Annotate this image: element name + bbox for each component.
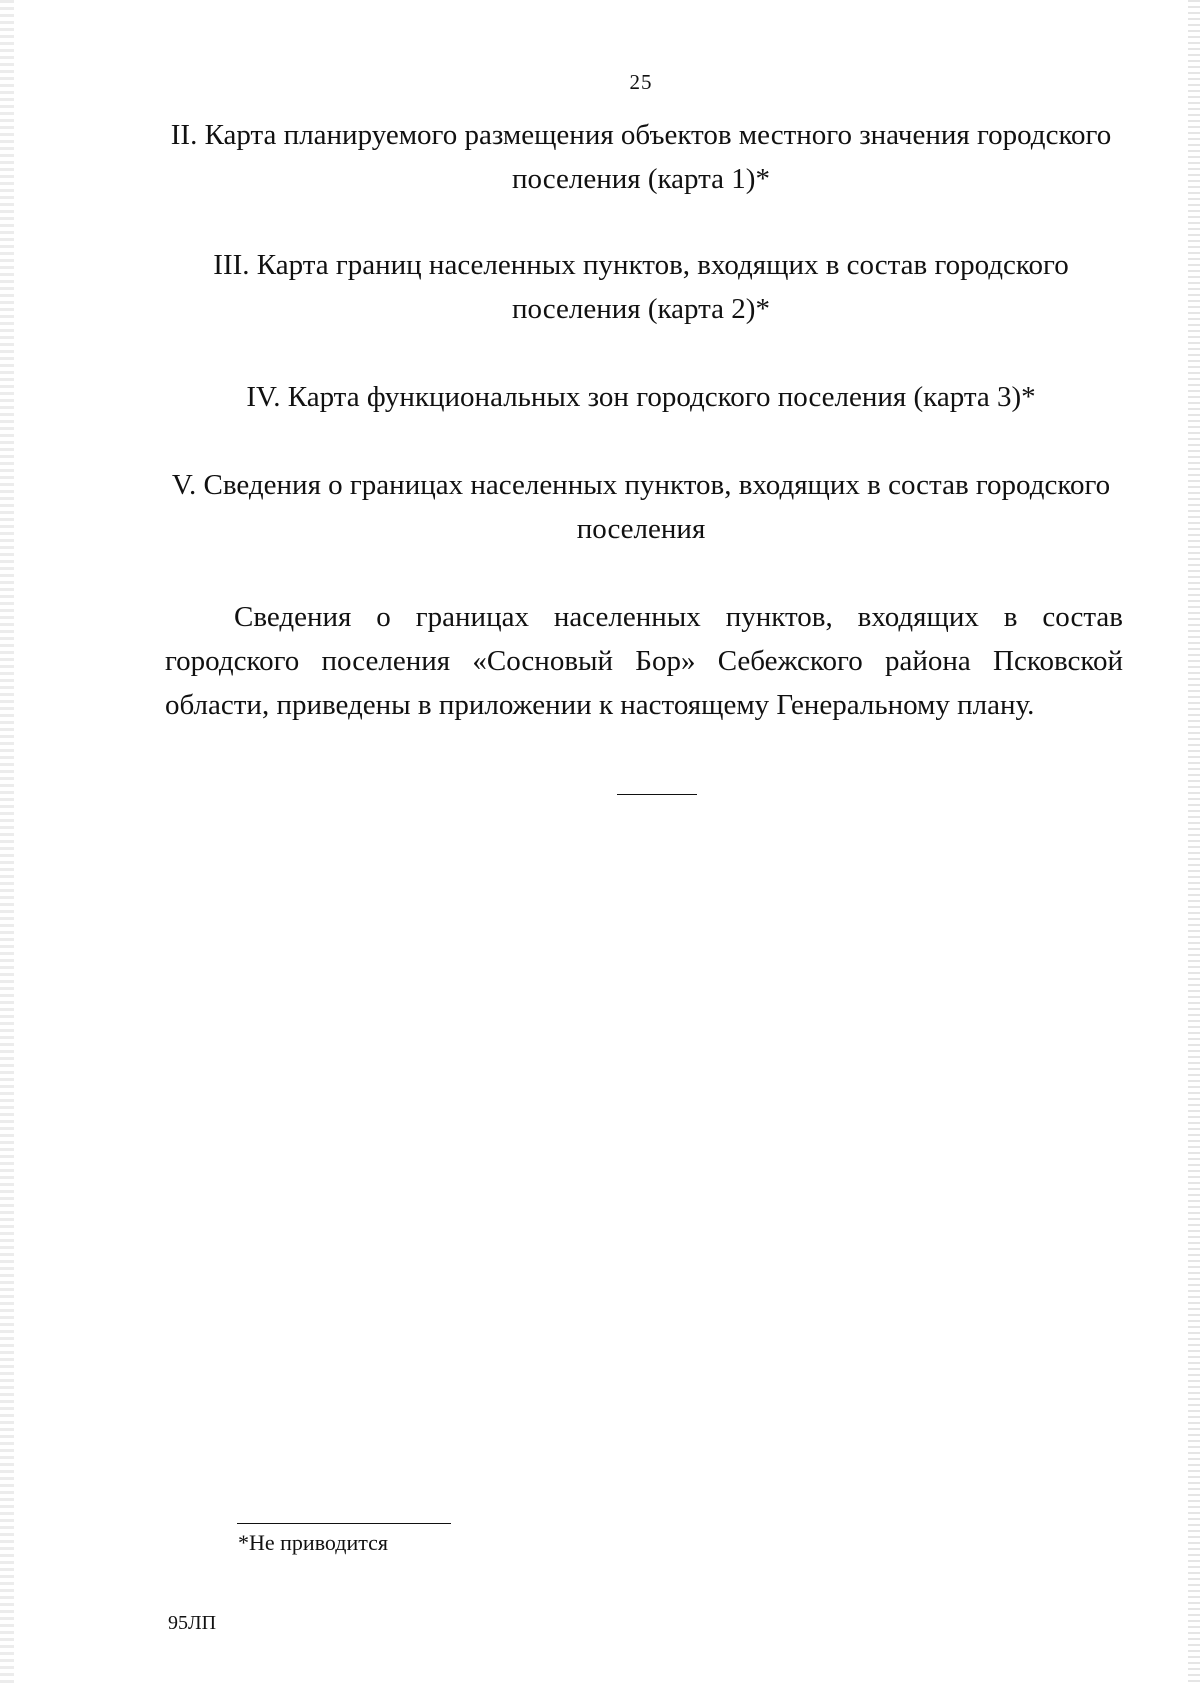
footnote: *Не приводится	[238, 1530, 389, 1555]
section-heading-v: V. Сведения о границах населенных пунктов, входящих в состав городского поселения	[171, 469, 1111, 545]
scan-edge-left	[0, 0, 14, 1686]
page-number: 25	[629, 70, 653, 94]
section-heading-iii: III. Карта границ населенных пунктов, входящих в состав городского поселения (карта 2)*	[213, 249, 1069, 325]
footnote-separator	[237, 1523, 451, 1524]
end-of-text-rule	[617, 794, 697, 795]
section-heading-ii: II. Карта планируемого размещения объектов местного значения городского поселения (карта 1)*	[170, 119, 1112, 195]
section-heading-iv: IV. Карта функциональных зон городского поселения (карта 3)*	[246, 381, 1036, 413]
body-paragraph: Сведения о границах населенных пунктов, входящих в состав городского поселения «Сосновый Бор» Себежского района Псковской области, приведены в приложении к настоящему Генеральному плану.	[165, 601, 1123, 721]
scan-edge-right	[1188, 0, 1200, 1686]
document-code: 95ЛП	[168, 1612, 217, 1634]
